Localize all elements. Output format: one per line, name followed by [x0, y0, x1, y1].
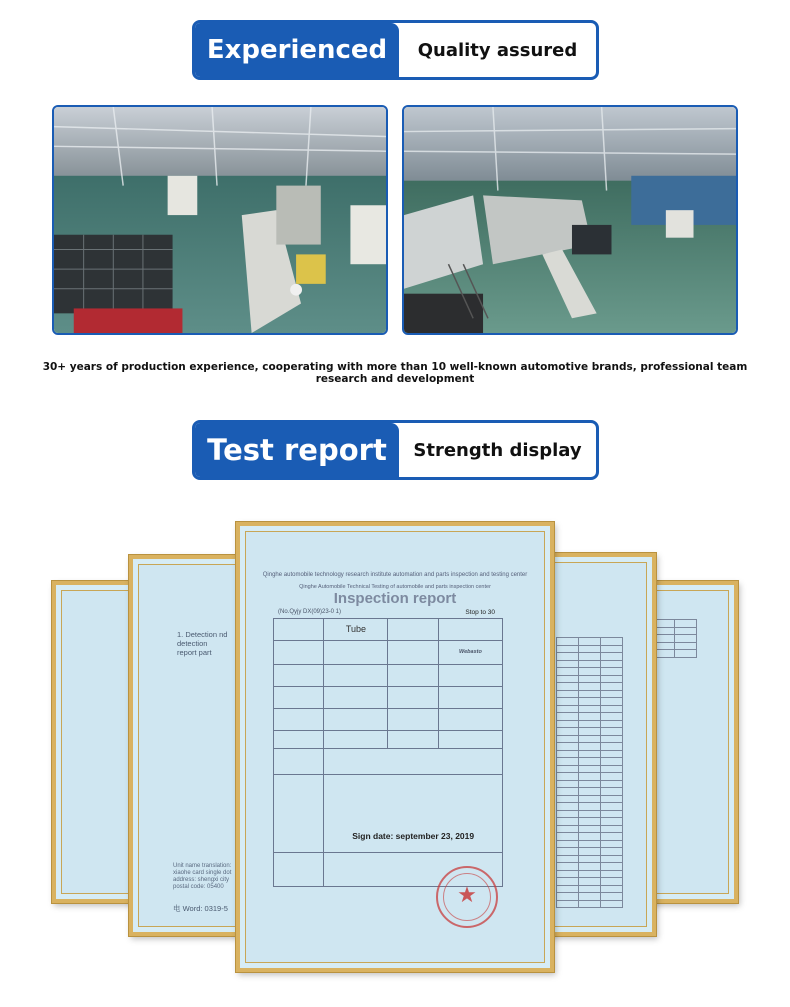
official-seal: [436, 866, 498, 928]
unit-note-4: postal code: 05400: [173, 884, 224, 890]
factory-photo-right: [402, 105, 738, 335]
report-number: (No.Qyjy DX(09)23-0 1): [278, 609, 342, 615]
certificate-right: [544, 553, 656, 936]
report-header-line-2: Qinghe Automobile Technical Testing of automobile and parts inspection center: [299, 584, 491, 590]
trademark-value: Webasto: [438, 641, 502, 665]
report-header-line-1: Qinghe automobile technology research institute automation and parts inspection and testing center: [262, 572, 528, 578]
strength-display-label: Strength display: [413, 439, 582, 461]
experienced-label: Experienced: [195, 23, 399, 77]
test-report-label: Test report: [195, 423, 399, 477]
report-title: Inspection report: [333, 590, 457, 607]
report-stop: Stop to 30: [465, 609, 495, 616]
sign-date: Sign date: september 23, 2019: [352, 831, 475, 841]
test-report-banner: [192, 420, 599, 480]
inspection-report-certificate: [236, 522, 554, 972]
product-value: Tube: [324, 619, 388, 641]
left-cert-line-2: detection: [177, 639, 208, 648]
grid-far-right: [652, 619, 697, 658]
unit-note-3: address: shengxi city: [173, 877, 230, 883]
phone-line: 电 Word: 0319-5: [173, 904, 228, 913]
left-cert-line-3: report part: [177, 648, 212, 657]
quality-assured-label: Quality assured: [417, 39, 578, 61]
grid-right: [556, 637, 623, 908]
unit-note-1: Unit name translation:: [173, 863, 232, 869]
left-cert-line-1: 1. Detection nd: [177, 630, 228, 639]
experience-caption: 30+ years of production experience, cooperating with more than 10 well-known automotive brands, professional team research and development: [42, 361, 748, 385]
experienced-banner: [192, 20, 599, 80]
report-table: [273, 618, 503, 887]
factory-photo-left: [52, 105, 388, 335]
seal-star-icon: ★: [457, 882, 477, 907]
unit-note-2: xiaohe card single dot: [173, 870, 232, 876]
